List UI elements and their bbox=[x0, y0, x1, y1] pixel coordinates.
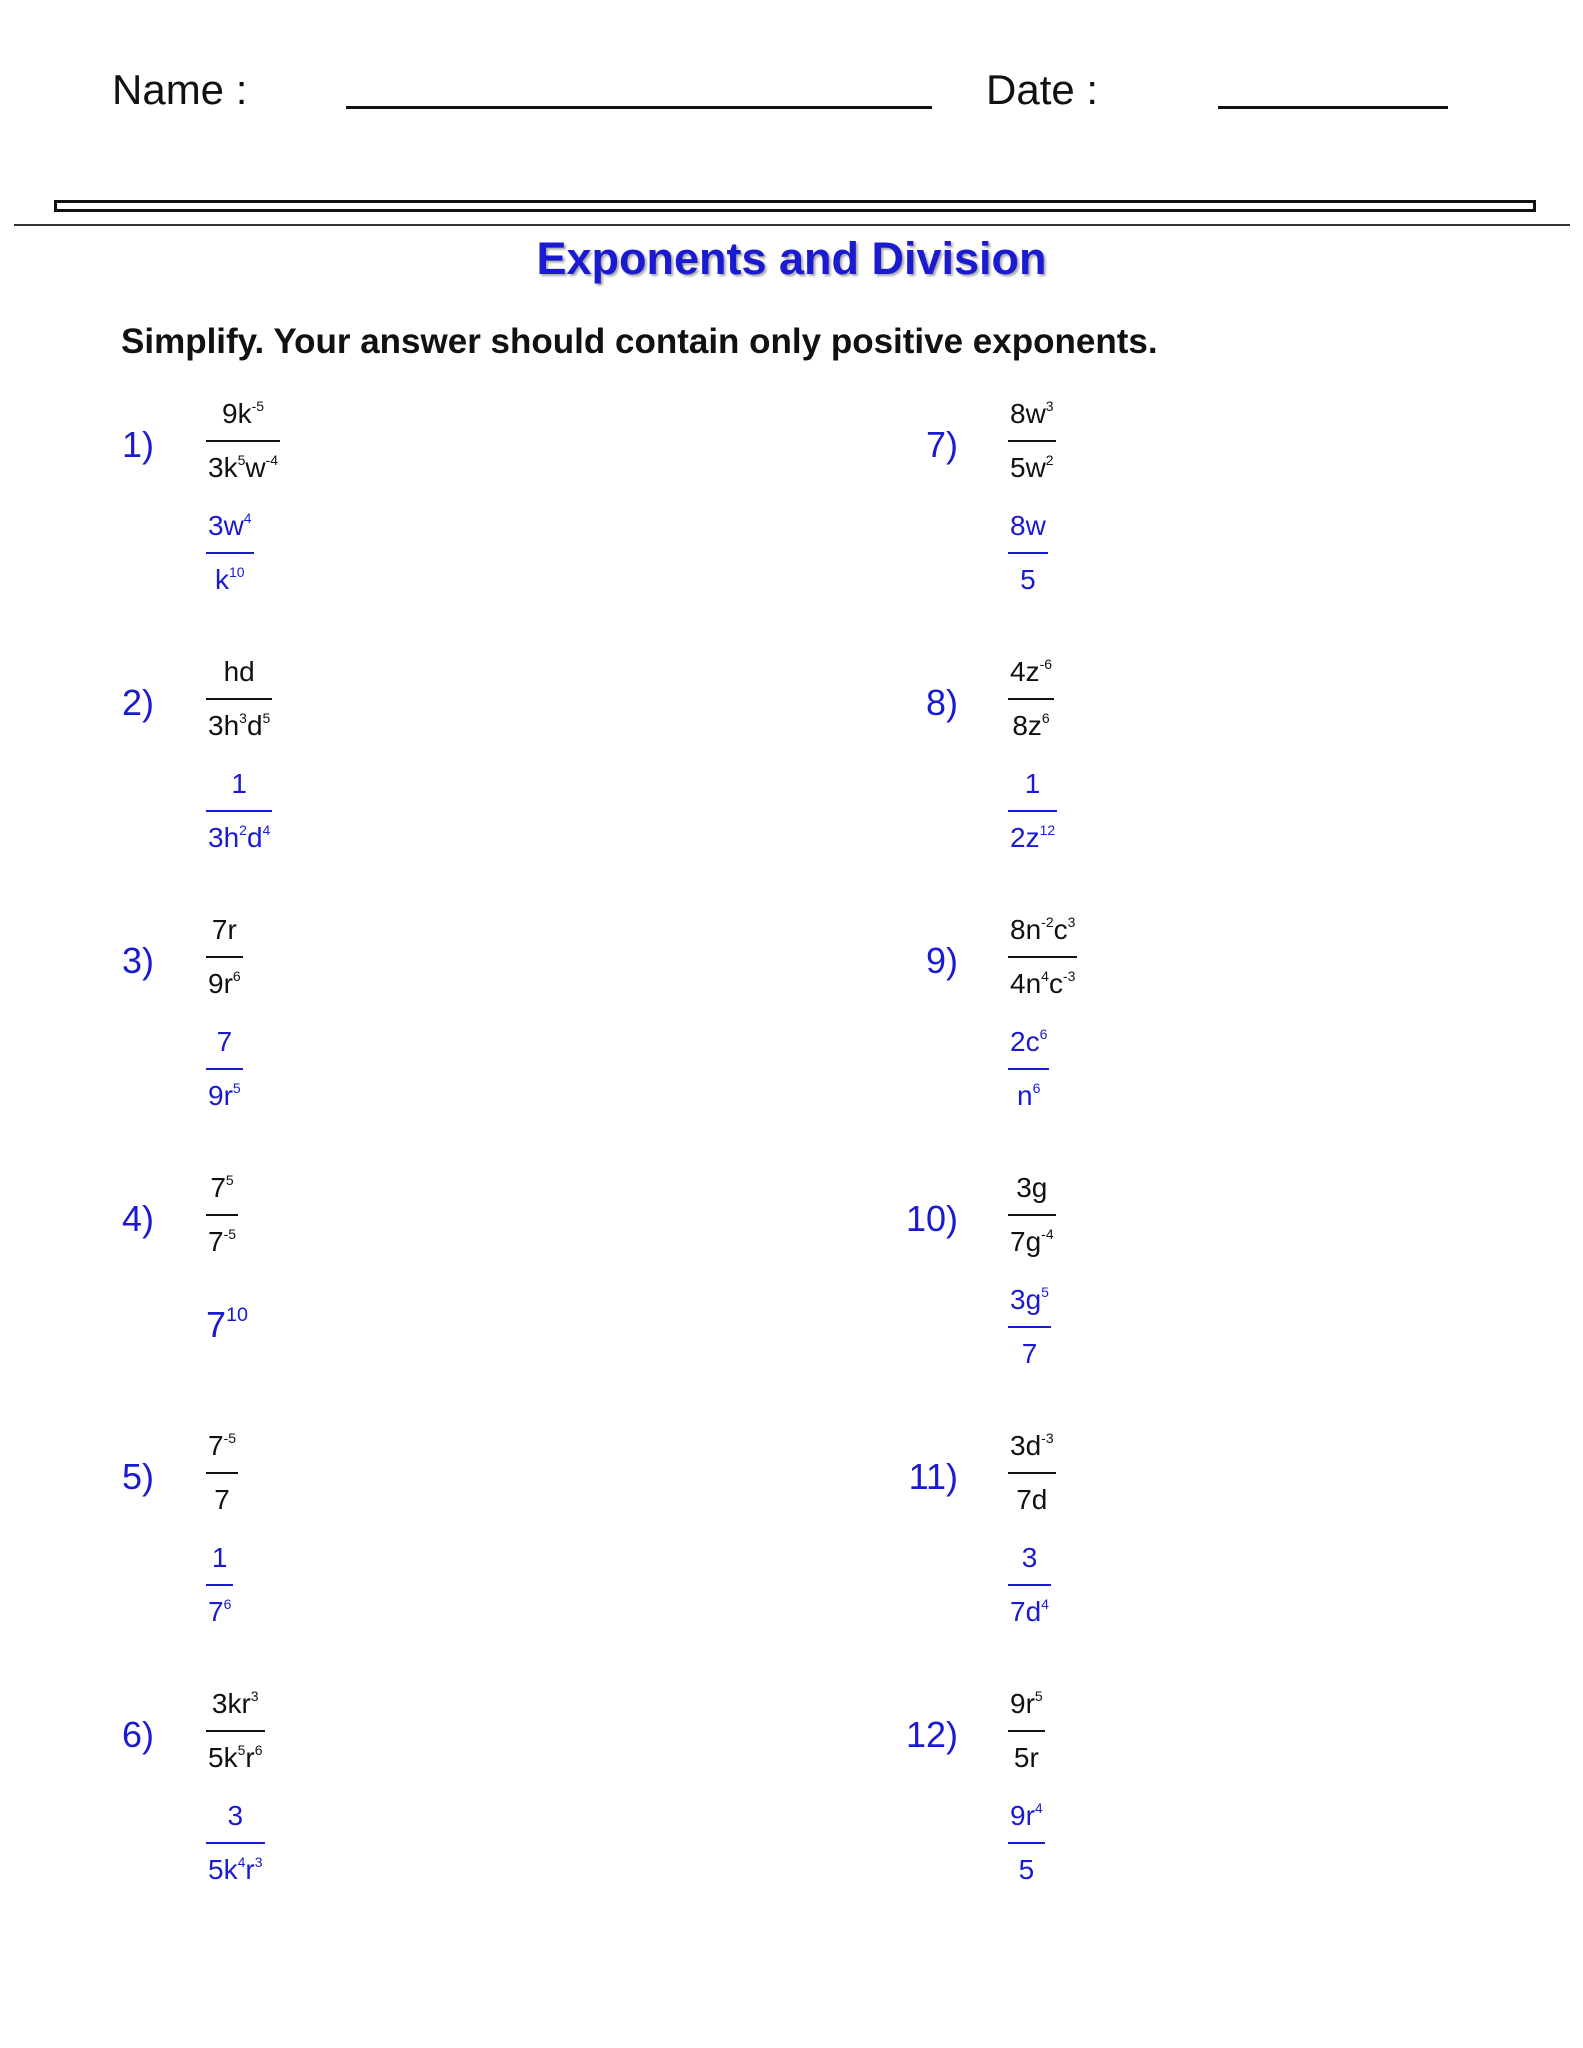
numerator-exponent: 6 bbox=[1039, 1026, 1048, 1043]
numerator-base: 9r bbox=[1010, 1688, 1035, 1719]
answer-fraction-numerator bbox=[210, 1544, 230, 1584]
question-fraction-denominator bbox=[206, 1216, 238, 1256]
problem-question bbox=[1008, 1432, 1056, 1514]
name-blank-line[interactable] bbox=[346, 106, 932, 109]
numerator-exponent: -3 bbox=[1041, 1430, 1054, 1447]
answer-fraction-numerator bbox=[215, 1028, 235, 1068]
question-fraction-denominator bbox=[1008, 1216, 1056, 1256]
denominator-exponent: 3 bbox=[254, 1854, 263, 1871]
answer-fraction bbox=[1008, 1286, 1051, 1368]
denominator-exponent: 3 bbox=[239, 710, 247, 727]
answer-fraction-numerator bbox=[206, 512, 254, 552]
numerator-base: hd bbox=[223, 656, 255, 687]
question-fraction-denominator bbox=[1012, 1732, 1041, 1772]
problem-answer bbox=[206, 770, 272, 852]
answer-fraction-numerator bbox=[1008, 512, 1048, 552]
numerator-base: 3 bbox=[1021, 1542, 1038, 1573]
problem-answer bbox=[1008, 512, 1048, 594]
problem-answer bbox=[206, 1028, 243, 1110]
answer-fraction-denominator bbox=[206, 812, 272, 852]
numerator-base: 1 bbox=[231, 768, 247, 799]
answer-fraction bbox=[206, 770, 272, 852]
problem-question bbox=[206, 400, 280, 482]
answer-fraction-denominator bbox=[1008, 1586, 1051, 1626]
problem-question bbox=[1008, 400, 1056, 482]
numerator-base: 7 bbox=[208, 1430, 224, 1461]
problem-number: 4) bbox=[121, 1198, 154, 1239]
denominator-base: 2z bbox=[1010, 822, 1040, 853]
problem-number: 1) bbox=[121, 424, 154, 465]
problem-answer bbox=[1008, 1286, 1051, 1368]
denominator-exponent: 4 bbox=[1041, 1596, 1049, 1613]
denominator-base: 5 bbox=[1018, 1854, 1035, 1885]
answer-fraction-denominator bbox=[213, 554, 247, 594]
answer-value bbox=[206, 1286, 248, 1346]
numerator-exponent: 5 bbox=[1034, 1688, 1043, 1705]
denominator-exponent: 2 bbox=[1045, 452, 1054, 469]
answer-fraction bbox=[1008, 1802, 1045, 1884]
answer-fraction-denominator bbox=[206, 1586, 233, 1626]
denominator-base: 7d bbox=[1010, 1596, 1042, 1627]
instructions: Simplify. Your answer should contain only positive exponents. bbox=[121, 322, 1158, 361]
numerator-base: 9r bbox=[1010, 1800, 1035, 1831]
question-fraction-numerator bbox=[222, 658, 257, 698]
problem-number: 7) bbox=[925, 424, 958, 465]
answer-fraction-denominator bbox=[1008, 812, 1057, 852]
numerator-base: 3g bbox=[1016, 1172, 1048, 1203]
answer-fraction-numerator bbox=[1020, 1544, 1040, 1584]
denominator-base: 7g bbox=[1010, 1226, 1042, 1257]
answer-fraction-denominator bbox=[206, 1844, 265, 1884]
problem-number: 11) bbox=[908, 1456, 958, 1497]
numerator-exponent: -5 bbox=[251, 398, 265, 415]
problem-question bbox=[1008, 658, 1054, 740]
denominator-base: 9r bbox=[208, 1080, 233, 1111]
question-fraction bbox=[1008, 1690, 1045, 1772]
denominator-exponent: 6 bbox=[1041, 710, 1050, 727]
question-fraction bbox=[206, 916, 243, 998]
denominator-exponent: 6 bbox=[254, 1742, 263, 1759]
denominator-base: 3k bbox=[208, 452, 238, 483]
problem-answer bbox=[206, 1802, 265, 1884]
problem-answer bbox=[1008, 1028, 1049, 1110]
numerator-base: 8w bbox=[1010, 510, 1046, 541]
answer-fraction bbox=[1008, 512, 1048, 594]
question-fraction-denominator bbox=[1008, 442, 1056, 482]
question-fraction-numerator bbox=[220, 400, 266, 440]
denominator-base: 3h bbox=[208, 822, 240, 853]
problem-number: 8) bbox=[925, 682, 958, 723]
question-fraction-denominator bbox=[1010, 700, 1051, 740]
answer-fraction bbox=[206, 1544, 233, 1626]
denominator-base: d bbox=[246, 822, 263, 853]
question-fraction-denominator bbox=[1008, 958, 1077, 998]
question-fraction-denominator bbox=[206, 958, 243, 998]
numerator-base: 7 bbox=[210, 1172, 226, 1203]
question-fraction bbox=[1008, 1174, 1056, 1256]
denominator-base: 3h bbox=[208, 710, 240, 741]
answer-fraction-numerator bbox=[1008, 1802, 1045, 1842]
question-fraction bbox=[206, 1432, 238, 1514]
problem-question bbox=[1008, 1174, 1056, 1256]
problem-question bbox=[206, 916, 243, 998]
numerator-base: 1 bbox=[211, 1542, 228, 1573]
problem-number: 5) bbox=[121, 1456, 154, 1497]
denominator-base: 7d bbox=[1016, 1484, 1048, 1515]
answer-fraction-denominator bbox=[1017, 1844, 1037, 1884]
problem-number: 9) bbox=[925, 940, 958, 981]
denominator-base: 7 bbox=[1021, 1338, 1038, 1369]
denominator-exponent: 4 bbox=[262, 822, 271, 839]
numerator-exponent: 3 bbox=[1067, 914, 1076, 931]
header-rule-thick bbox=[54, 200, 1536, 212]
denominator-base: w bbox=[245, 452, 266, 483]
denominator-base: n bbox=[1017, 1080, 1033, 1111]
denominator-exponent: 5 bbox=[232, 1080, 241, 1097]
problem-answer bbox=[1008, 1802, 1045, 1884]
denominator-base: 5k bbox=[208, 1742, 238, 1773]
problem-answer bbox=[206, 512, 254, 594]
problem-answer bbox=[1008, 1544, 1051, 1626]
numerator-base: 8n bbox=[1010, 914, 1042, 945]
answer-fraction-numerator bbox=[229, 770, 249, 810]
problem-answer bbox=[206, 1286, 248, 1346]
question-fraction bbox=[206, 1690, 265, 1772]
numerator-base: 7r bbox=[211, 914, 237, 945]
denominator-base: r bbox=[245, 1854, 255, 1885]
denominator-base: 7 bbox=[214, 1484, 230, 1515]
numerator-base: 7 bbox=[216, 1026, 233, 1057]
answer-exponent: 10 bbox=[226, 1304, 249, 1327]
numerator-base: 3d bbox=[1010, 1430, 1042, 1461]
denominator-exponent: 12 bbox=[1039, 822, 1056, 839]
problem-question bbox=[206, 1432, 238, 1514]
question-fraction-numerator bbox=[206, 1432, 238, 1472]
problem-question bbox=[206, 1690, 265, 1772]
denominator-exponent: -3 bbox=[1062, 968, 1076, 985]
question-fraction-numerator bbox=[210, 1690, 261, 1730]
numerator-base: 3w bbox=[208, 510, 244, 541]
question-fraction bbox=[206, 400, 280, 482]
denominator-base: 9r bbox=[208, 968, 233, 999]
problem-number: 6) bbox=[121, 1714, 154, 1755]
numerator-exponent: 3 bbox=[250, 1688, 259, 1705]
denominator-exponent: 6 bbox=[1032, 1080, 1041, 1097]
numerator-base: 4z bbox=[1010, 656, 1040, 687]
denominator-exponent: 6 bbox=[232, 968, 241, 985]
problem-answer bbox=[1008, 770, 1057, 852]
answer-fraction bbox=[1008, 1544, 1051, 1626]
problem-question bbox=[1008, 1690, 1045, 1772]
numerator-base: 3 bbox=[227, 1800, 244, 1831]
date-blank-line[interactable] bbox=[1218, 106, 1448, 109]
problem-question bbox=[206, 658, 272, 740]
denominator-base: k bbox=[215, 564, 229, 595]
numerator-base: 3kr bbox=[211, 1688, 251, 1719]
question-fraction bbox=[1008, 1432, 1056, 1514]
problem-number: 12) bbox=[905, 1714, 958, 1755]
denominator-base: 5k bbox=[208, 1854, 238, 1885]
answer-fraction-denominator bbox=[1015, 1070, 1042, 1110]
question-fraction-numerator bbox=[1008, 916, 1077, 956]
numerator-exponent: 4 bbox=[243, 510, 252, 527]
problem-number: 3) bbox=[121, 940, 154, 981]
denominator-exponent: -4 bbox=[1041, 1226, 1054, 1243]
header-rule-thin bbox=[14, 224, 1570, 226]
denominator-base: 5 bbox=[1020, 564, 1036, 595]
denominator-exponent: 4 bbox=[237, 1854, 246, 1871]
denominator-base: c bbox=[1048, 968, 1063, 999]
numerator-exponent: 5 bbox=[1041, 1284, 1049, 1301]
denominator-base: r bbox=[245, 1742, 255, 1773]
question-fraction-denominator bbox=[212, 1474, 232, 1514]
name-label: Name : bbox=[112, 66, 248, 113]
question-fraction bbox=[1008, 400, 1056, 482]
denominator-exponent: 6 bbox=[223, 1596, 232, 1613]
numerator-base: 8w bbox=[1010, 398, 1046, 429]
answer-fraction bbox=[1008, 770, 1057, 852]
problem-answer bbox=[206, 1544, 233, 1626]
denominator-base: 5w bbox=[1010, 452, 1046, 483]
question-fraction-numerator bbox=[1008, 1690, 1045, 1730]
question-fraction-numerator bbox=[1014, 1174, 1049, 1214]
answer-fraction bbox=[206, 512, 254, 594]
answer-fraction-denominator bbox=[1018, 554, 1038, 594]
denominator-exponent: 2 bbox=[239, 822, 247, 839]
answer-fraction bbox=[1008, 1028, 1049, 1110]
denominator-base: 5r bbox=[1013, 1742, 1039, 1773]
answer-fraction-numerator bbox=[1008, 1286, 1051, 1326]
answer-fraction-numerator bbox=[225, 1802, 245, 1842]
denominator-exponent: 4 bbox=[1041, 968, 1049, 985]
question-fraction bbox=[1008, 916, 1077, 998]
question-fraction-numerator bbox=[210, 916, 239, 956]
answer-fraction bbox=[206, 1028, 243, 1110]
answer-fraction-denominator bbox=[1020, 1328, 1040, 1368]
question-fraction-denominator bbox=[206, 1732, 265, 1772]
problem-question bbox=[206, 1174, 238, 1256]
problem-number: 2) bbox=[121, 682, 154, 723]
numerator-exponent: 3 bbox=[1045, 398, 1054, 415]
answer-fraction-denominator bbox=[206, 1070, 243, 1110]
denominator-exponent: 5 bbox=[237, 1742, 246, 1759]
denominator-base: 7 bbox=[208, 1596, 224, 1627]
date-label: Date : bbox=[986, 66, 1099, 113]
question-fraction bbox=[1008, 658, 1054, 740]
question-fraction-numerator bbox=[1008, 658, 1054, 698]
question-fraction-numerator bbox=[208, 1174, 235, 1214]
numerator-exponent: 5 bbox=[225, 1172, 234, 1189]
numerator-base: 1 bbox=[1024, 768, 1041, 799]
numerator-base: 9k bbox=[222, 398, 252, 429]
problem-question bbox=[1008, 916, 1077, 998]
answer-fraction-numerator bbox=[1008, 1028, 1049, 1068]
denominator-base: d bbox=[246, 710, 263, 741]
numerator-exponent: -2 bbox=[1041, 914, 1054, 931]
question-fraction-denominator bbox=[206, 442, 280, 482]
answer-base: 7 bbox=[206, 1304, 227, 1345]
question-fraction-numerator bbox=[1008, 400, 1056, 440]
numerator-base: 2c bbox=[1010, 1026, 1040, 1057]
answer-fraction-numerator bbox=[1023, 770, 1043, 810]
question-fraction-denominator bbox=[1014, 1474, 1049, 1514]
numerator-exponent: -6 bbox=[1039, 656, 1053, 673]
numerator-exponent: -5 bbox=[223, 1430, 237, 1447]
numerator-base: 3g bbox=[1010, 1284, 1042, 1315]
denominator-exponent: 10 bbox=[229, 564, 245, 581]
denominator-exponent: 5 bbox=[237, 452, 246, 469]
question-fraction bbox=[206, 1174, 238, 1256]
denominator-base: 4n bbox=[1010, 968, 1042, 999]
denominator-base: 8z bbox=[1012, 710, 1042, 741]
numerator-exponent: 4 bbox=[1034, 1800, 1043, 1817]
answer-fraction bbox=[206, 1802, 265, 1884]
worksheet-title: Exponents and Division bbox=[536, 233, 1047, 284]
question-fraction bbox=[206, 658, 272, 740]
problem-number: 10) bbox=[905, 1198, 958, 1239]
question-fraction-numerator bbox=[1008, 1432, 1056, 1472]
denominator-exponent: -5 bbox=[223, 1226, 237, 1243]
question-fraction-denominator bbox=[206, 700, 272, 740]
denominator-exponent: 5 bbox=[262, 710, 271, 727]
denominator-exponent: -4 bbox=[265, 452, 279, 469]
numerator-base: c bbox=[1053, 914, 1068, 945]
denominator-base: 7 bbox=[208, 1226, 224, 1257]
